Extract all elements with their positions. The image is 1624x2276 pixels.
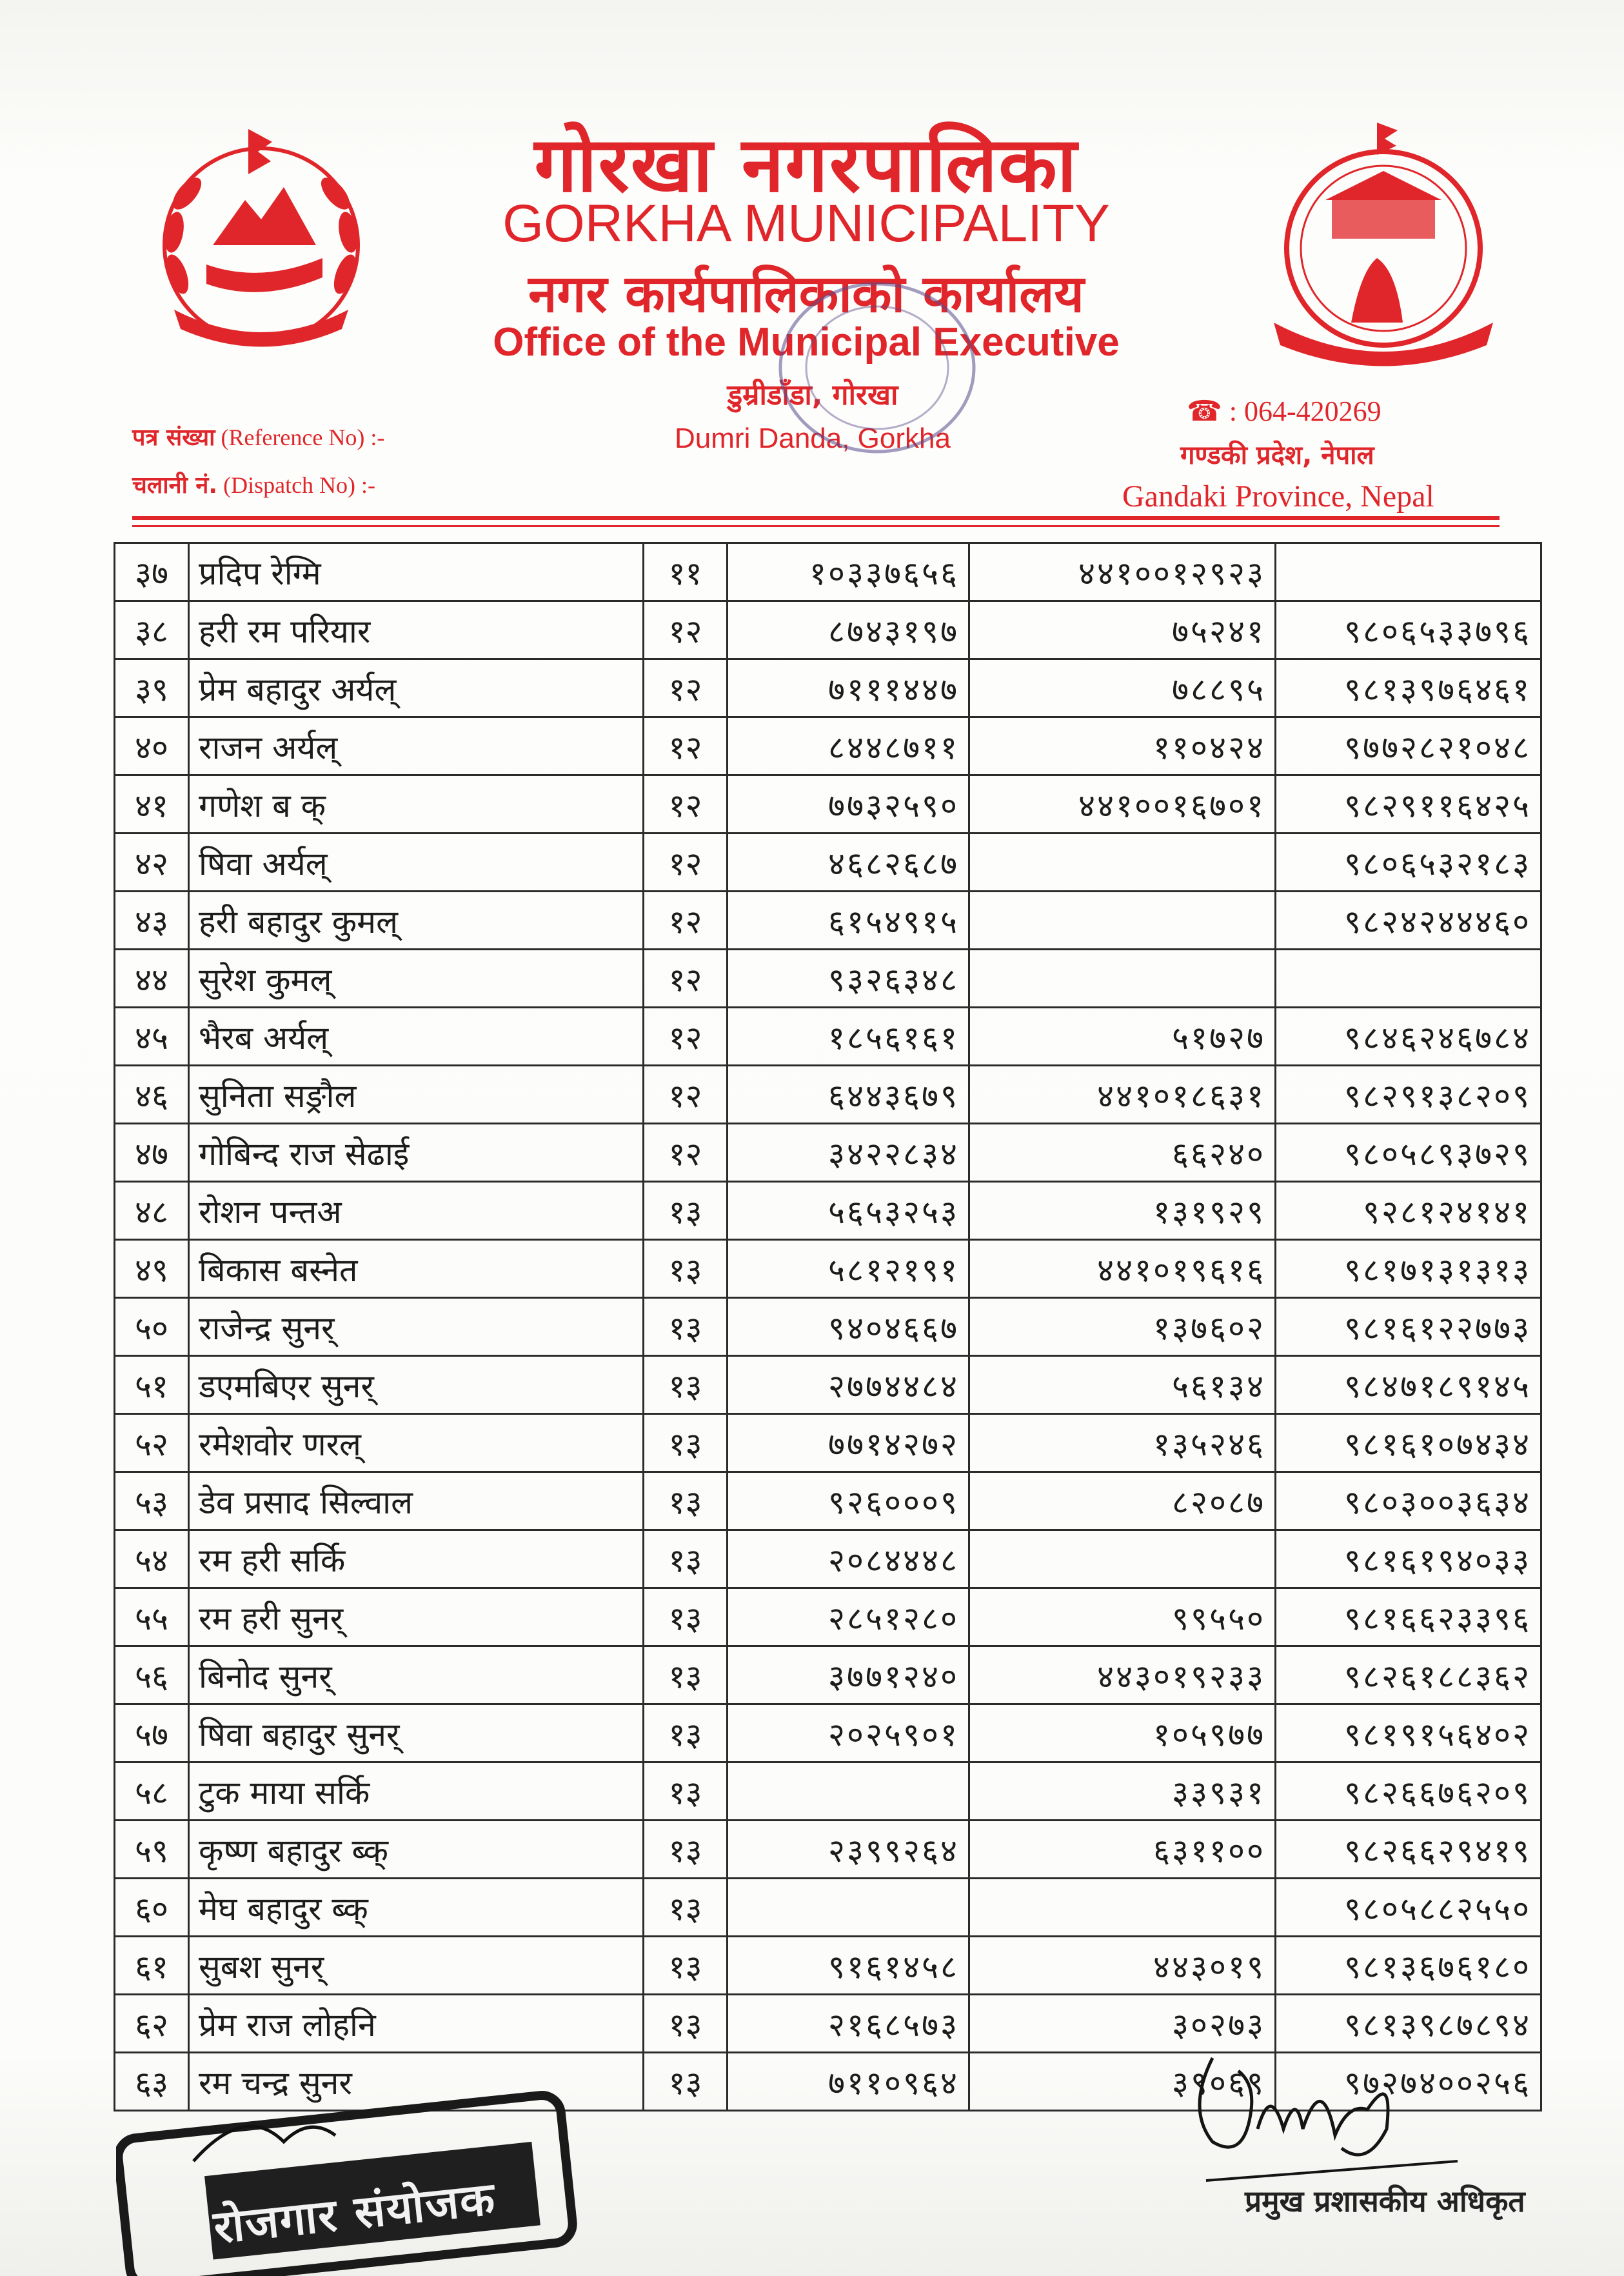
serial-cell: ५८ xyxy=(115,1762,189,1821)
number-cell-b: ४४३०१९२३३ xyxy=(969,1646,1276,1704)
phone-cell: ९८१९१५६४०२ xyxy=(1276,1704,1541,1762)
header-rule xyxy=(132,516,1500,520)
address-nepali: डुम्रीडाँडा, गोरखा xyxy=(727,379,898,412)
serial-cell: ४१ xyxy=(115,775,189,834)
number-cell-a: ९२६०००९ xyxy=(728,1472,969,1530)
number-cell-b xyxy=(969,834,1276,892)
number-cell-a: ७७१४२७२ xyxy=(728,1414,969,1472)
serial-cell: ४४ xyxy=(115,950,189,1008)
table-row xyxy=(115,659,1541,717)
ward-cell: १२ xyxy=(644,1124,728,1182)
phone-cell: ९८४७१८९१४५ xyxy=(1276,1356,1541,1414)
dispatch-label-english: (Dispatch No) :- xyxy=(223,472,376,498)
table-row xyxy=(115,1937,1541,1995)
number-cell-b: ४४१००१२९२३ xyxy=(969,543,1276,601)
phone-cell: ९८१६१०७४३४ xyxy=(1276,1414,1541,1472)
name-cell: कृष्ण बहादुर ब्क् xyxy=(189,1821,644,1879)
name-cell: टुक माया सर्कि xyxy=(189,1762,644,1821)
number-cell-b xyxy=(969,1879,1276,1937)
ward-cell: १२ xyxy=(644,1066,728,1124)
serial-cell: ६१ xyxy=(115,1937,189,1995)
ward-cell: १३ xyxy=(644,1298,728,1356)
name-cell: बिनोद सुनर् xyxy=(189,1646,644,1704)
name-cell: गोबिन्द राज सेढाई xyxy=(189,1124,644,1182)
municipality-seal-icon xyxy=(1248,110,1519,381)
number-cell-a xyxy=(728,1879,969,1937)
number-cell-a: ९३२६३४८ xyxy=(728,950,969,1008)
ward-cell: १२ xyxy=(644,659,728,717)
table-row xyxy=(115,1879,1541,1937)
phone-cell: ९८१६१२२७७३ xyxy=(1276,1298,1541,1356)
serial-cell: ४५ xyxy=(115,1008,189,1066)
serial-cell: ४३ xyxy=(115,892,189,950)
name-cell: रोशन पन्तअ xyxy=(189,1182,644,1240)
serial-cell: ५३ xyxy=(115,1472,189,1530)
phone-cell: ९८१३९७६४६१ xyxy=(1276,659,1541,717)
table-row xyxy=(115,775,1541,834)
number-cell-b xyxy=(969,1530,1276,1588)
number-cell-a: ८४४८७११ xyxy=(728,717,969,775)
number-cell-a: ३४२२८३४ xyxy=(728,1124,969,1182)
ward-cell: १३ xyxy=(644,1472,728,1530)
number-cell-b: ९९५५० xyxy=(969,1588,1276,1646)
name-cell: सुरेश कुमल् xyxy=(189,950,644,1008)
number-cell-b: ५१७२७ xyxy=(969,1008,1276,1066)
serial-cell: ३९ xyxy=(115,659,189,717)
serial-cell: ५१ xyxy=(115,1356,189,1414)
number-cell-b: ३३९३१ xyxy=(969,1762,1276,1821)
serial-cell: ४७ xyxy=(115,1124,189,1182)
number-cell-a: २३९९२६४ xyxy=(728,1821,969,1879)
number-cell-b: ३०२७३ xyxy=(969,1995,1276,2053)
phone-cell: ९८०५८८२५५० xyxy=(1276,1879,1541,1937)
table-body xyxy=(115,543,1541,2111)
phone-cell: ९८०५८९३७२९ xyxy=(1276,1124,1541,1182)
header-rule-thin xyxy=(132,525,1500,527)
phone-cell: ९२८१२४१४१ xyxy=(1276,1182,1541,1240)
reference-label-nepali: पत्र संख्या xyxy=(132,424,215,451)
ward-cell: १२ xyxy=(644,892,728,950)
number-cell-b: ७८८९५ xyxy=(969,659,1276,717)
serial-cell: ३७ xyxy=(115,543,189,601)
name-cell: हरी रम परियार xyxy=(189,601,644,659)
phone-cell: ९८१७१३१३१३ xyxy=(1276,1240,1541,1298)
ward-cell: १३ xyxy=(644,1995,728,2053)
number-cell-a: ७१११४४७ xyxy=(728,659,969,717)
number-cell-a: १०३३७६५६ xyxy=(728,543,969,601)
ward-cell: १२ xyxy=(644,1008,728,1066)
office-title-english: Office of the Municipal Executive xyxy=(493,320,1120,364)
dispatch-label-nepali: चलानी नं. xyxy=(132,472,218,499)
number-cell-b: ४४१००१६७०१ xyxy=(969,775,1276,834)
phone-cell: ९८२४२४४४६० xyxy=(1276,892,1541,950)
name-cell: प्रदिप रेग्मि xyxy=(189,543,644,601)
number-cell-a: ४६८२६८७ xyxy=(728,834,969,892)
ward-cell: १२ xyxy=(644,717,728,775)
serial-cell: ४२ xyxy=(115,834,189,892)
phone-cell: ९८२९१३८२०९ xyxy=(1276,1066,1541,1124)
province-nepali: गण्डकी प्रदेश, नेपाल xyxy=(1180,441,1374,470)
serial-cell: ५६ xyxy=(115,1646,189,1704)
province-english: Gandaki Province, Nepal xyxy=(1122,479,1434,514)
ward-cell: १२ xyxy=(644,950,728,1008)
number-cell-b: ११०४२४ xyxy=(969,717,1276,775)
serial-cell: ४६ xyxy=(115,1066,189,1124)
name-cell: षिवा अर्यल् xyxy=(189,834,644,892)
number-cell-a: २१६८५७३ xyxy=(728,1995,969,2053)
phone-cell: ९८१३६७६१८० xyxy=(1276,1937,1541,1995)
phone-cell: ९८२९११६४२५ xyxy=(1276,775,1541,834)
phone-number: ☎ : 064-420269 xyxy=(1187,395,1381,427)
number-cell-b: ८२०८७ xyxy=(969,1472,1276,1530)
serial-cell: ३८ xyxy=(115,601,189,659)
number-cell-b: ४४१०१९६१६ xyxy=(969,1240,1276,1298)
serial-cell: ६० xyxy=(115,1879,189,1937)
phone-cell: ९८२६६२९४१९ xyxy=(1276,1821,1541,1879)
table-row xyxy=(115,1646,1541,1704)
number-cell-b: ३९०६९ xyxy=(969,2053,1276,2111)
ward-cell: १३ xyxy=(644,2053,728,2111)
name-cell: मेघ बहादुर ब्क् xyxy=(189,1879,644,1937)
number-cell-a: ६१५४९१५ xyxy=(728,892,969,950)
serial-cell: ५५ xyxy=(115,1588,189,1646)
coordinator-stamp-text: रोजगार संयोजक xyxy=(211,2171,499,2254)
dispatch-number-label xyxy=(132,468,375,500)
table-row xyxy=(115,1704,1541,1762)
table-row xyxy=(115,1762,1541,1821)
signatory-title: प्रमुख प्रशासकीय अधिकृत xyxy=(1245,2184,1525,2219)
signature-icon xyxy=(1174,2032,1471,2193)
name-cell: षिवा बहादुर सुनर् xyxy=(189,1704,644,1762)
phone-cell: ९८०३००३६३४ xyxy=(1276,1472,1541,1530)
number-cell-a: ९१६१४५८ xyxy=(728,1937,969,1995)
reference-number-label xyxy=(132,421,384,452)
phone-cell: ९८०६५३३७९६ xyxy=(1276,601,1541,659)
number-cell-b xyxy=(969,950,1276,1008)
table-row xyxy=(115,1182,1541,1240)
phone-cell: ९८२६६७६२०९ xyxy=(1276,1762,1541,1821)
name-cell: डेव प्रसाद सिल्वाल xyxy=(189,1472,644,1530)
name-cell: भैरब अर्यल् xyxy=(189,1008,644,1066)
table-row xyxy=(115,1066,1541,1124)
table-row xyxy=(115,1530,1541,1588)
serial-cell: ५९ xyxy=(115,1821,189,1879)
table-row xyxy=(115,601,1541,659)
serial-cell: ४९ xyxy=(115,1240,189,1298)
phone-cell: ९८१६१९४०३३ xyxy=(1276,1530,1541,1588)
office-title-nepali: नगर कार्यपालिकाको कार्यालय xyxy=(528,264,1084,324)
serial-cell: ५२ xyxy=(115,1414,189,1472)
ward-cell: १३ xyxy=(644,1937,728,1995)
name-cell: गणेश ब क् xyxy=(189,775,644,834)
table-row xyxy=(115,1008,1541,1066)
ward-cell: १३ xyxy=(644,1240,728,1298)
municipality-title-nepali: गोरखा नगरपालिका xyxy=(534,120,1078,209)
phone-cell: ९८४६२४६७८४ xyxy=(1276,1008,1541,1066)
ward-cell: १३ xyxy=(644,1182,728,1240)
name-cell: सुनिता सङ्रौल xyxy=(189,1066,644,1124)
number-cell-a: ७११०९६४ xyxy=(728,2053,969,2111)
nepal-emblem-icon xyxy=(135,116,387,368)
ward-cell: १३ xyxy=(644,1646,728,1704)
table-row xyxy=(115,834,1541,892)
name-cell: रम हरी सर्कि xyxy=(189,1530,644,1588)
name-cell: रम हरी सुनर् xyxy=(189,1588,644,1646)
name-cell: राजन अर्यल् xyxy=(189,717,644,775)
number-cell-a: ५८१२१९१ xyxy=(728,1240,969,1298)
phone-cell: ९८१३९८७८९४ xyxy=(1276,1995,1541,2053)
office-seal-stamp-icon xyxy=(761,265,993,471)
number-cell-a: ७७३२५९० xyxy=(728,775,969,834)
number-cell-a: ५६५३२५३ xyxy=(728,1182,969,1240)
number-cell-a: २०२५९०१ xyxy=(728,1704,969,1762)
number-cell-a: ६४४३६७९ xyxy=(728,1066,969,1124)
number-cell-a xyxy=(728,1762,969,1821)
ward-cell: १३ xyxy=(644,1414,728,1472)
ward-cell: १३ xyxy=(644,1879,728,1937)
ward-cell: १३ xyxy=(644,1356,728,1414)
name-cell: रम चन्द्र सुनर xyxy=(189,2053,644,2111)
name-cell: हरी बहादुर कुमल् xyxy=(189,892,644,950)
ward-cell: १२ xyxy=(644,601,728,659)
table-row xyxy=(115,1356,1541,1414)
ward-cell: १३ xyxy=(644,1588,728,1646)
number-cell-b: १३१९२९ xyxy=(969,1182,1276,1240)
serial-cell: ५४ xyxy=(115,1530,189,1588)
number-cell-a: १८५६१६१ xyxy=(728,1008,969,1066)
table-row xyxy=(115,543,1541,601)
name-cell: प्रेम राज लोहनि xyxy=(189,1995,644,2053)
ward-cell: १३ xyxy=(644,1762,728,1821)
phone-cell xyxy=(1276,543,1541,601)
number-cell-a: ८७४३१९७ xyxy=(728,601,969,659)
number-cell-b: ४४१०१८६३१ xyxy=(969,1066,1276,1124)
number-cell-b: ६३११०० xyxy=(969,1821,1276,1879)
phone-cell: ९८०६५३२१८३ xyxy=(1276,834,1541,892)
reference-label-english: (Reference No) :- xyxy=(221,424,385,450)
number-cell-b: १०५९७७ xyxy=(969,1704,1276,1762)
number-cell-b xyxy=(969,892,1276,950)
serial-cell: ४० xyxy=(115,717,189,775)
number-cell-a: २७७४४८४ xyxy=(728,1356,969,1414)
table-row xyxy=(115,1240,1541,1298)
phone-cell: ९७७२८२१०४८ xyxy=(1276,717,1541,775)
ward-cell: १३ xyxy=(644,1530,728,1588)
number-cell-a: ३७७१२४० xyxy=(728,1646,969,1704)
serial-cell: ४८ xyxy=(115,1182,189,1240)
phone-cell: ९७२७४००२५६ xyxy=(1276,2053,1541,2111)
name-cell: प्रेम बहादुर अर्यल् xyxy=(189,659,644,717)
table-row xyxy=(115,1472,1541,1530)
ward-cell: १२ xyxy=(644,834,728,892)
name-cell: सुबश सुनर् xyxy=(189,1937,644,1995)
address-english: Dumri Danda, Gorkha xyxy=(675,423,951,454)
phone-cell: ९८१६६२३३९६ xyxy=(1276,1588,1541,1646)
phone-cell: ९८२६१८८३६२ xyxy=(1276,1646,1541,1704)
beneficiary-table xyxy=(114,542,1542,2111)
number-cell-b: ७५२४१ xyxy=(969,601,1276,659)
name-cell: डएमबिएर सुनर् xyxy=(189,1356,644,1414)
ward-cell: १३ xyxy=(644,1704,728,1762)
number-cell-a: २८५१२८० xyxy=(728,1588,969,1646)
number-cell-b: ५६१३४ xyxy=(969,1356,1276,1414)
phone-cell xyxy=(1276,950,1541,1008)
number-cell-b: १३७६०२ xyxy=(969,1298,1276,1356)
name-cell: बिकास बस्नेत xyxy=(189,1240,644,1298)
municipality-title-english: GORKHA MUNICIPALITY xyxy=(502,194,1110,253)
table-row xyxy=(115,892,1541,950)
table-row xyxy=(115,1588,1541,1646)
number-cell-a: ९४०४६६७ xyxy=(728,1298,969,1356)
serial-cell: ६३ xyxy=(115,2053,189,2111)
name-cell: रमेशवोर णरल् xyxy=(189,1414,644,1472)
ward-cell: १३ xyxy=(644,1821,728,1879)
table-row xyxy=(115,1298,1541,1356)
ward-cell: ११ xyxy=(644,543,728,601)
number-cell-b: ४४३०१९ xyxy=(969,1937,1276,1995)
name-cell: राजेन्द्र सुनर् xyxy=(189,1298,644,1356)
number-cell-b: १३५२४६ xyxy=(969,1414,1276,1472)
number-cell-b: ६६२४० xyxy=(969,1124,1276,1182)
serial-cell: ६२ xyxy=(115,1995,189,2053)
number-cell-a: २०८४४४८ xyxy=(728,1530,969,1588)
table-row xyxy=(115,950,1541,1008)
table-row xyxy=(115,717,1541,775)
table-row xyxy=(115,1414,1541,1472)
ward-cell: १२ xyxy=(644,775,728,834)
serial-cell: ५७ xyxy=(115,1704,189,1762)
table-row xyxy=(115,1124,1541,1182)
serial-cell: ५० xyxy=(115,1298,189,1356)
table-row xyxy=(115,1821,1541,1879)
